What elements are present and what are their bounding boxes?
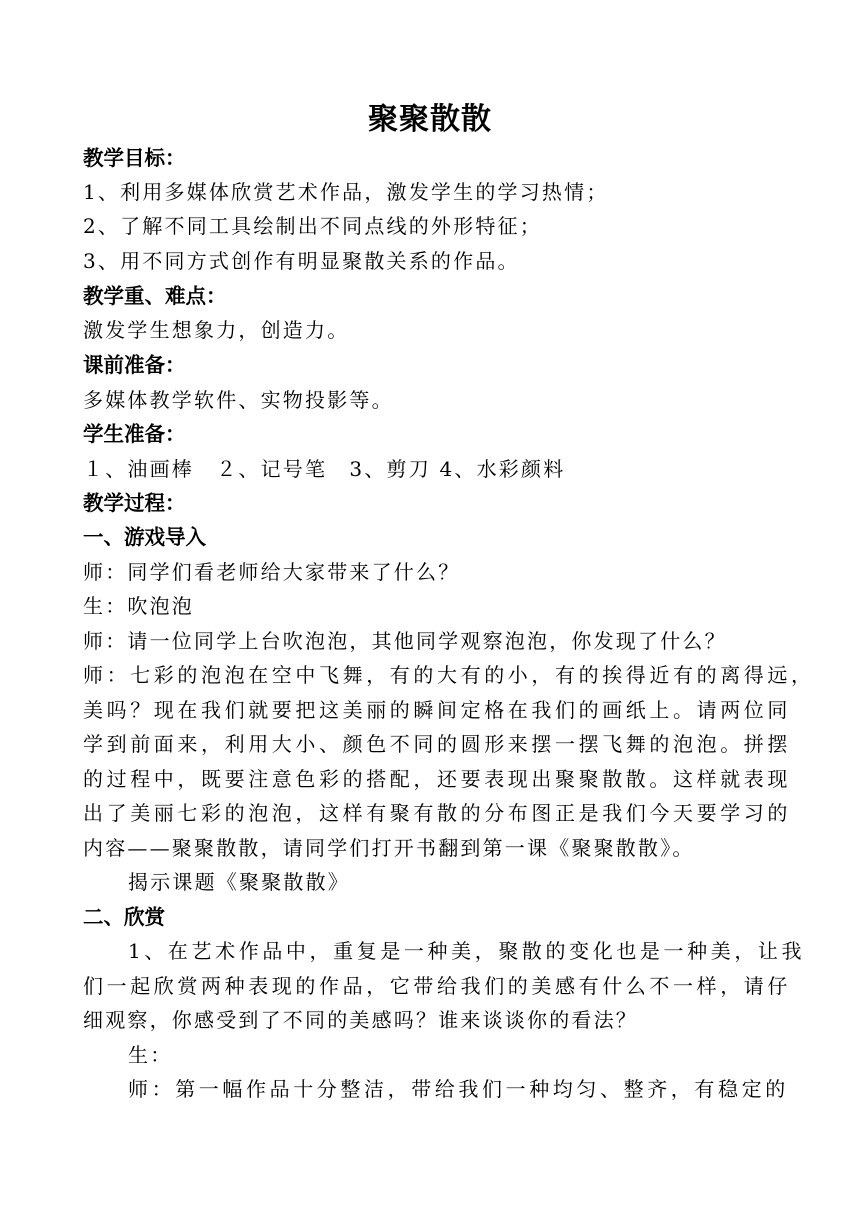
section-heading-process: 教学过程： [83, 491, 186, 515]
preparation-text: 多媒体教学软件、实物投影等。 [83, 388, 394, 412]
document-title: 聚聚散散 [368, 102, 492, 137]
subsection-heading-game-intro: 一、游戏导入 [83, 525, 206, 549]
paragraph-line: 内容——聚聚散散，请同学们打开书翻到第一课《聚聚散散》。 [83, 836, 695, 860]
key-points-text: 激发学生想象力，创造力。 [83, 318, 350, 342]
paragraph-line: 师：请一位同学上台吹泡泡，其他同学观察泡泡，你发现了什么？ [83, 629, 727, 653]
paragraph-line: 出了美丽七彩的泡泡，这样有聚有散的分布图正是我们今天要学习的 [83, 801, 791, 825]
objective-3: 3、用不同方式创作有明显聚散关系的作品。 [83, 249, 520, 273]
paragraph-line: 生： [128, 1043, 173, 1067]
objective-2: 2、了解不同工具绘制出不同点线的外形特征； [83, 214, 542, 238]
paragraph-line: 师：七彩的泡泡在空中飞舞，有的大有的小，有的挨得近有的离得远， [83, 663, 815, 687]
paragraph-line: 学到前面来，利用大小、颜色不同的圆形来摆一摆飞舞的泡泡。拼摆 [83, 732, 791, 756]
paragraph-line: 细观察，你感受到了不同的美感吗？谁来谈谈你的看法？ [83, 1008, 638, 1032]
paragraph-line: 师：第一幅作品十分整洁，带给我们一种均匀、整齐，有稳定的 [128, 1077, 789, 1101]
paragraph-line: 生：吹泡泡 [83, 594, 194, 618]
subsection-heading-appreciation: 二、欣赏 [83, 905, 165, 929]
paragraph-line: 师：同学们看老师给大家带来了什么？ [83, 560, 461, 584]
paragraph-line: 们一起欣赏两种表现的作品，它带给我们的美感有什么不一样，请仔 [83, 974, 791, 998]
paragraph-line: 的过程中，既要注意色彩的搭配，还要表现出聚聚散散。这样就表现 [83, 767, 791, 791]
section-heading-preparation: 课前准备： [83, 353, 186, 377]
section-heading-student-preparation: 学生准备： [83, 422, 186, 446]
paragraph-line: 美吗？现在我们就要把这美丽的瞬间定格在我们的画纸上。请两位同 [83, 698, 791, 722]
section-heading-objectives: 教学目标： [83, 146, 186, 170]
paragraph-line: 1、在艺术作品中，重复是一种美，聚散的变化也是一种美，让我 [128, 939, 806, 963]
objective-1: 1、利用多媒体欣赏艺术作品，激发学生的学习热情； [83, 180, 609, 204]
student-materials-text: １、油画棒 ２、记号笔 3、剪刀 4、水彩颜料 [83, 457, 566, 481]
section-heading-key-points: 教学重、难点： [83, 284, 227, 308]
paragraph-line: 揭示课题《聚聚散散》 [128, 870, 350, 894]
